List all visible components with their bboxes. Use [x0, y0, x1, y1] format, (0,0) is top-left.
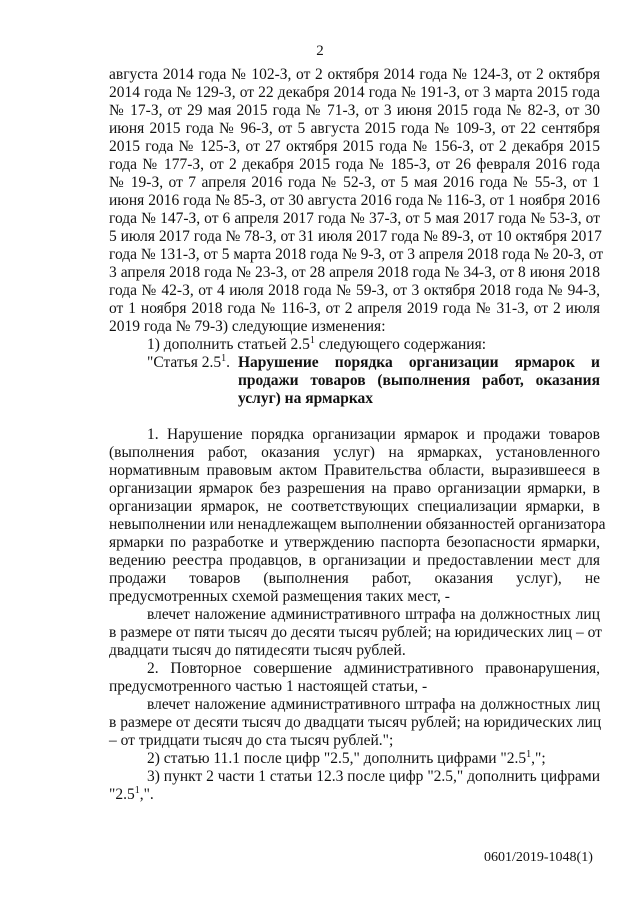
intro-line: 2019 года № 79-З) следующие изменения: [109, 318, 386, 335]
part-1-line: невыполнении или ненадлежащем выполнении обязанностей организатора [109, 516, 606, 533]
intro-line: августа 2014 года № 102-З, от 2 октября 2014 года № 124-З, от 2 октября [109, 66, 600, 83]
item-3-line: "$2.5^1$,". [109, 784, 154, 803]
part-1-line: продажи товаров (выполнения работ, оказания услуг), не [109, 570, 600, 587]
article-title-line: услуг) на ярмарках [238, 390, 374, 407]
part-1-line: ведению реестра продавцов, в организации и предоставлении мест для [109, 552, 600, 569]
item-1: 1) дополнить статьей $2.5^1$ следующего содержания: [147, 334, 487, 353]
intro-line: года № 177-З, от 2 декабря 2015 года № 185-З, от 26 февраля 2016 года [109, 156, 600, 173]
part-2-line: предусмотренного частью 1 настоящей статьи, - [109, 678, 428, 695]
intro-line: года № 42-З, от 4 июля 2018 года № 59-З, от 3 октября 2018 года № 94-З, [109, 282, 600, 299]
intro-line: июня 2016 года № 85-З, от 30 августа 2016 года № 116-З, от 1 ноября 2016 [109, 192, 600, 209]
penalty-1-line: двадцати тысяч до пятидесяти тысяч рублей. [109, 642, 406, 659]
part-1-line: предусмотренных схемой размещения таких мест, - [109, 588, 450, 605]
penalty-2-line: – от тридцати тысяч до ста тысяч рублей."; [109, 732, 394, 749]
article-label: "Статья $2.5^1$. [147, 352, 230, 371]
part-1-line: (выполнения работ, оказания услуг) на ярмарках, установленного [109, 444, 600, 461]
intro-line: 2014 года № 129-З, от 22 декабря 2014 года № 191-З, от 3 марта 2015 года [109, 84, 600, 101]
penalty-1-line: в размере от пяти тысяч до десяти тысяч рублей; на юридических лиц – от [109, 624, 602, 641]
article-title-line: продажи товаров (выполнения работ, оказания [238, 372, 600, 389]
intro-line: года № 147-З, от 6 апреля 2017 года № 37-З, от 5 мая 2017 года № 53-З, от [109, 210, 600, 227]
intro-line: от 1 ноября 2018 года № 116-З, от 2 апреля 2019 года № 31-З, от 2 июля [109, 300, 600, 317]
part-1-line: 1. Нарушение порядка организации ярмарок и продажи товаров [147, 426, 600, 443]
intro-line: 5 июля 2017 года № 78-З, от 31 июля 2017 года № 89-З, от 10 октября 2017 [109, 228, 602, 245]
item-2: 2) статью 11.1 после цифр "2.5," дополнить цифрами "$2.5^1$,"; [147, 748, 546, 767]
penalty-2-line: влечет наложение административного штрафа на должностных лиц [147, 696, 600, 713]
part-1-line: ярмарки по разработке и утверждению паспорта безопасности ярмарки, [109, 534, 600, 551]
article-title-line: Нарушение порядка организации ярмарок и [238, 354, 600, 371]
part-1-line: организации ярмарок, не соответствующих специализации ярмарки, в [109, 498, 600, 515]
intro-line: 3 апреля 2018 года № 23-З, от 28 апреля 2018 года № 34-З, от 8 июня 2018 [109, 264, 600, 281]
document-code: 0601/2019-1048(1) [484, 850, 593, 865]
intro-line: 2015 года № 125-З, от 27 октября 2015 года № 156-З, от 2 декабря 2015 [109, 138, 600, 155]
penalty-2-line: в размере от десяти тысяч до двадцати тысяч рублей; на юридических лиц [109, 714, 602, 731]
intro-line: № 19-З, от 7 апреля 2016 года № 52-З, от 5 мая 2016 года № 55-З, от 1 [109, 174, 600, 191]
part-1-line: нормативным правовым актом Правительства области, выразившееся в [109, 462, 600, 479]
intro-line: года № 131-З, от 5 марта 2018 года № 9-З, от 3 апреля 2018 года № 20-З, от [109, 246, 604, 263]
intro-line: № 17-З, от 29 мая 2015 года № 71-З, от 3 июня 2015 года № 82-З, от 30 [109, 102, 600, 119]
item-3-line: 3) пункт 2 части 1 статьи 12.3 после цифр "2.5," дополнить цифрами [147, 768, 600, 785]
part-2-line: 2. Повторное совершение административного правонарушения, [147, 660, 600, 677]
part-1-line: организации ярмарок без разрешения на право организации ярмарки, в [109, 480, 600, 497]
intro-line: июня 2015 года № 96-З, от 5 августа 2015 года № 109-З, от 22 сентября [109, 120, 600, 137]
page-number: 2 [316, 43, 324, 59]
penalty-1-line: влечет наложение административного штрафа на должностных лиц [147, 606, 600, 623]
